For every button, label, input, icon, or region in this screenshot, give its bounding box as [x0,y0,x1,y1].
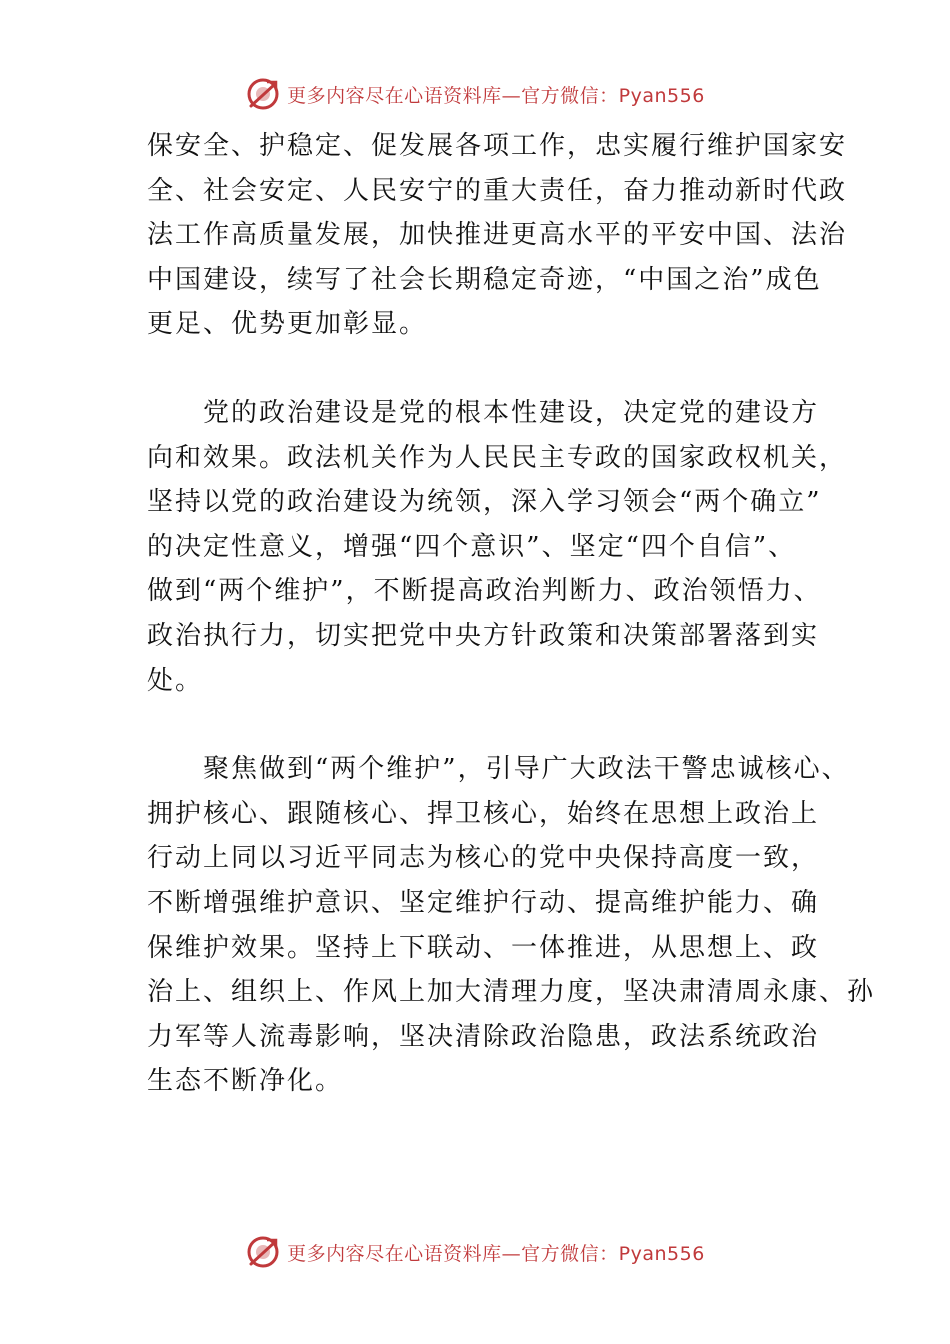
logo-icon [245,1234,281,1270]
text-line: 向和效果。政法机关作为人民民主专政的国家政权机关， [147,442,848,473]
text-line: 更足、优势更加彰显。 [147,309,428,340]
document-body [147,124,876,1104]
text-line: 力军等人流毒影响，坚决清除政治隐患，政法系统政治 [147,1021,820,1052]
text-line: 生态不断净化。 [147,1066,344,1097]
text-line: 拥护核心、跟随核心、捍卫核心，始终在思想上政治上 [147,798,820,829]
text-line: 行动上同以习近平同志为核心的党中央保持高度一致， [147,843,820,874]
paragraph-gap [147,347,827,391]
text-line: 不断增强维护意识、坚定维护行动、提高维护能力、确 [147,887,820,918]
text-line: 做到“两个维护”，不断提高政治判断力、政治领悟力、 [147,576,822,607]
text-line: 政治执行力，切实把党中央方针政策和决策部署落到实 [147,620,820,651]
text-line: 中国建设，续写了社会长期稳定奇迹，“中国之治”成色 [147,264,822,295]
header-wechat-id: Pyan556 [618,84,705,107]
text-line: 党的政治建设是党的根本性建设，决定党的建设方 [147,397,820,428]
text-line: 全、社会安定、人民安宁的重大责任，奋力推动新时代政 [147,175,848,206]
paragraph-2 [147,391,848,703]
footer-banner [0,1232,950,1272]
paragraph-gap [147,703,827,747]
text-line: 保安全、护稳定、促发展各项工作，忠实履行维护国家安 [147,131,848,161]
text-line: 处。 [147,665,204,696]
text-line: 保维护效果。坚持上下联动、一体推进，从思想上、政 [147,932,820,963]
header-banner [0,74,950,114]
text-line: 聚焦做到“两个维护”，引导广大政法干警忠诚核心、 [147,754,850,785]
paragraph-1 [147,124,848,347]
logo-icon [245,76,281,112]
text-line: 坚持以党的政治建设为统领，深入学习领会“两个确立” [147,487,822,518]
text-line: 治上、组织上、作风上加大清理力度，坚决肃清周永康、孙 [147,977,876,1008]
paragraph-3 [147,747,876,1104]
header-text: 更多内容尽在心语资料库—官方微信：Pyan556 [287,84,705,107]
text-line: 的决定性意义，增强“四个意识”、坚定“四个自信”、 [147,531,797,562]
footer-wechat-id: Pyan556 [618,1242,705,1265]
footer-text: 更多内容尽在心语资料库—官方微信：Pyan556 [287,1242,705,1265]
text-line: 法工作高质量发展，加快推进更高水平的平安中国、法治 [147,220,848,251]
